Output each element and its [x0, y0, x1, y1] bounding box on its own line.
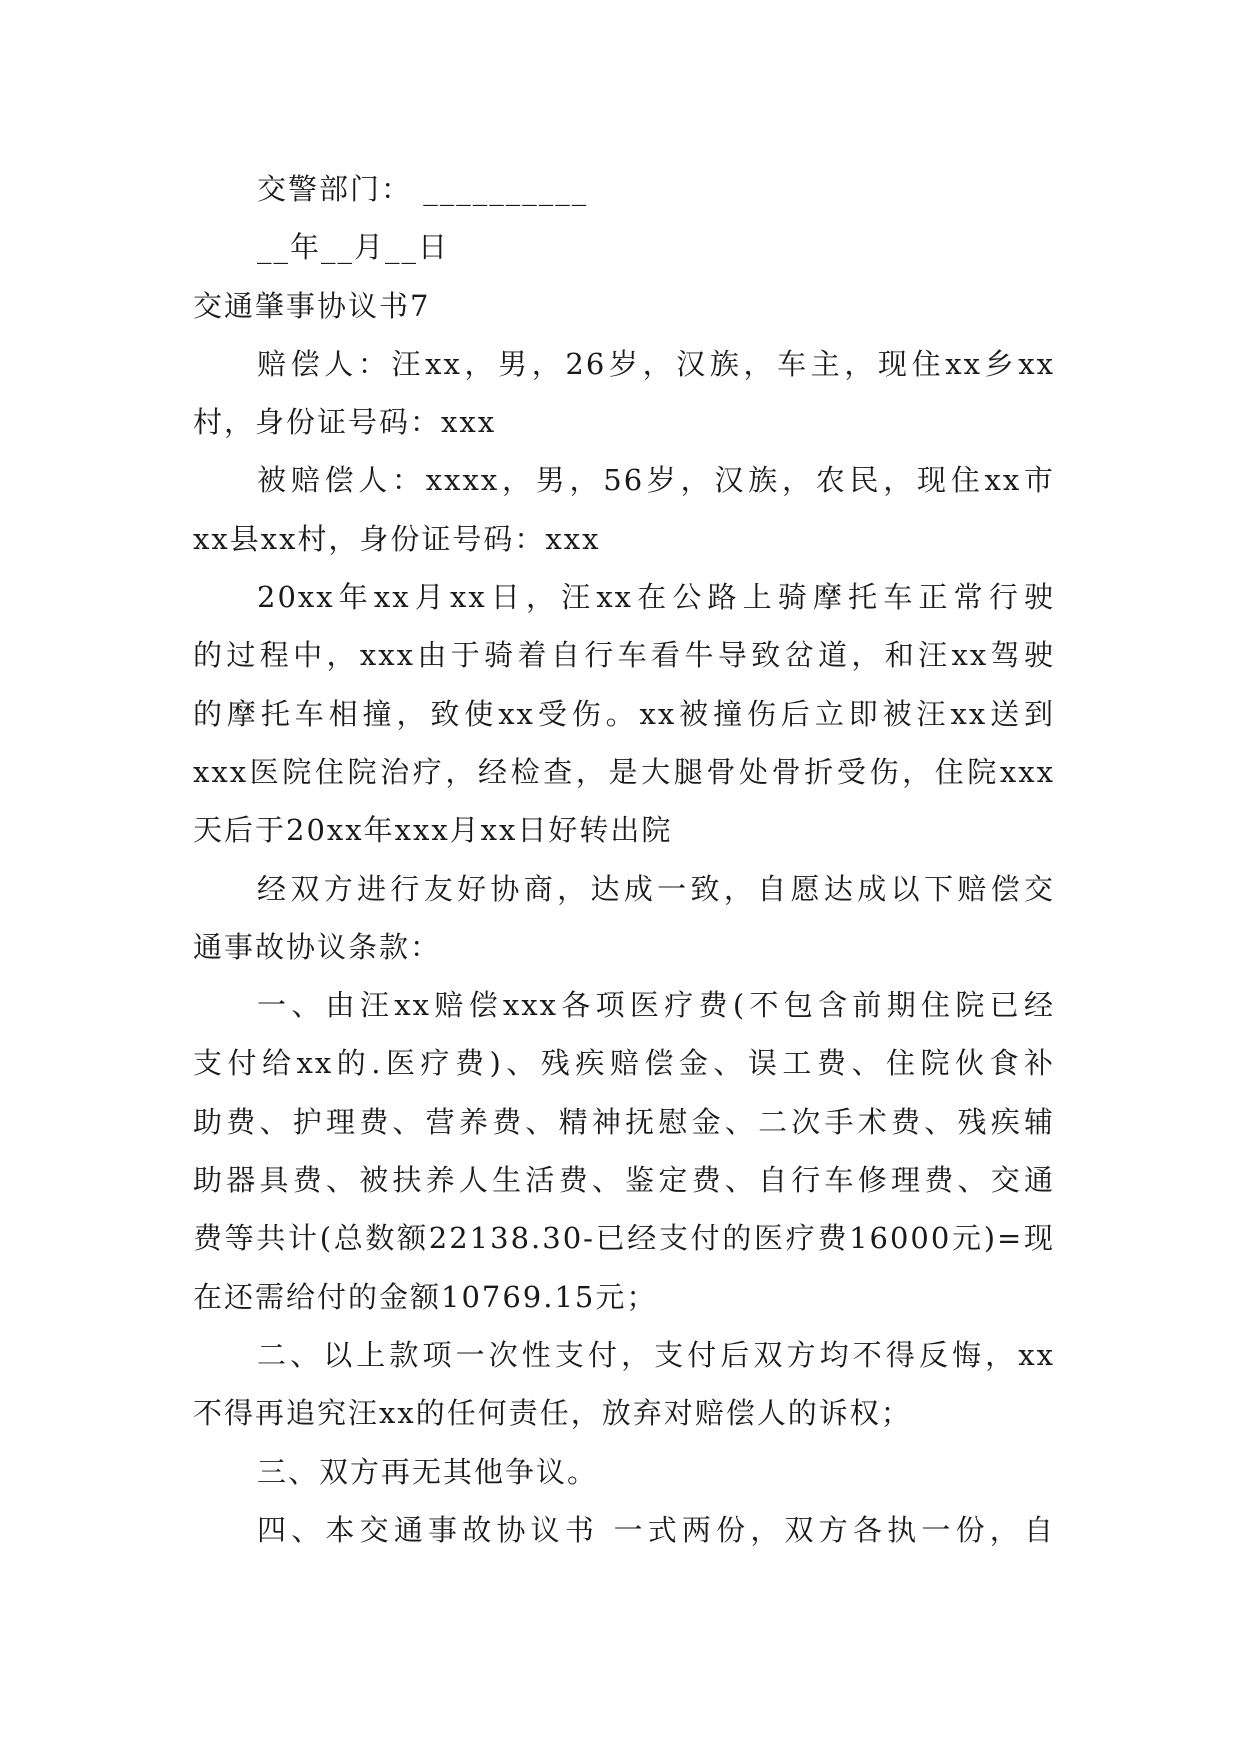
text-line: 不得再追究汪xx的任何责任，放弃对赔偿人的诉权； [193, 1396, 912, 1431]
text-line: xx县xx村，身份证号码：xxx [193, 521, 601, 556]
text-line: 四、本交通事故协议书 一式两份，双方各执一份，自 [257, 1512, 1055, 1547]
text-line: 在还需给付的金额10769.15元； [193, 1279, 658, 1314]
text-line: __年__月__日 [257, 230, 450, 265]
text-line: 一、由汪xx赔偿xxx各项医疗费(不包含前期住院已经 [257, 988, 1055, 1023]
text-line: 助器具费、被扶养人生活费、鉴定费、自行车修理费、交通 [193, 1163, 1055, 1198]
text-line: 交警部门： __________ [257, 172, 589, 206]
text-line: 天后于20xx年xxx月xx日好转出院 [193, 813, 673, 848]
text-line: 二、以上款项一次性支付，支付后双方均不得反悔，xx [257, 1337, 1055, 1372]
text-line: 支付给xx的.医疗费)、残疾赔偿金、误工费、住院伙食补 [193, 1046, 1055, 1081]
text-line: 经双方进行友好协商，达成一致，自愿达成以下赔偿交 [257, 871, 1055, 906]
text-line: 通事故协议条款： [193, 929, 442, 964]
text-line: 的过程中，xxx由于骑着自行车看牛导致岔道，和汪xx驾驶 [193, 638, 1055, 673]
text-line: 被赔偿人：xxxx，男，56岁，汉族，农民，现住xx市 [257, 463, 1055, 498]
text-line: 助费、护理费、营养费、精神抚慰金、二次手术费、残疾辅 [193, 1104, 1055, 1139]
text-line: 三、双方再无其他争议。 [257, 1454, 599, 1489]
text-line: 20xx年xx月xx日，汪xx在公路上骑摩托车正常行驶 [257, 580, 1055, 615]
text-line: 费等共计(总数额22138.30-已经支付的医疗费16000元)=现 [193, 1221, 1055, 1256]
agreement-text [193, 160, 1055, 1559]
text-line: 村，身份证号码：xxx [193, 405, 497, 440]
text-line: xxx医院住院治疗，经检查，是大腿骨处骨折受伤，住院xxx [193, 754, 1055, 789]
text-line: 的摩托车相撞，致使xx受伤。xx被撞伤后立即被汪xx送到 [193, 696, 1055, 731]
text-line: 交通肇事协议书7 [193, 288, 431, 323]
text-line: 赔偿人：汪xx，男，26岁，汉族，车主，现住xx乡xx [257, 346, 1055, 381]
